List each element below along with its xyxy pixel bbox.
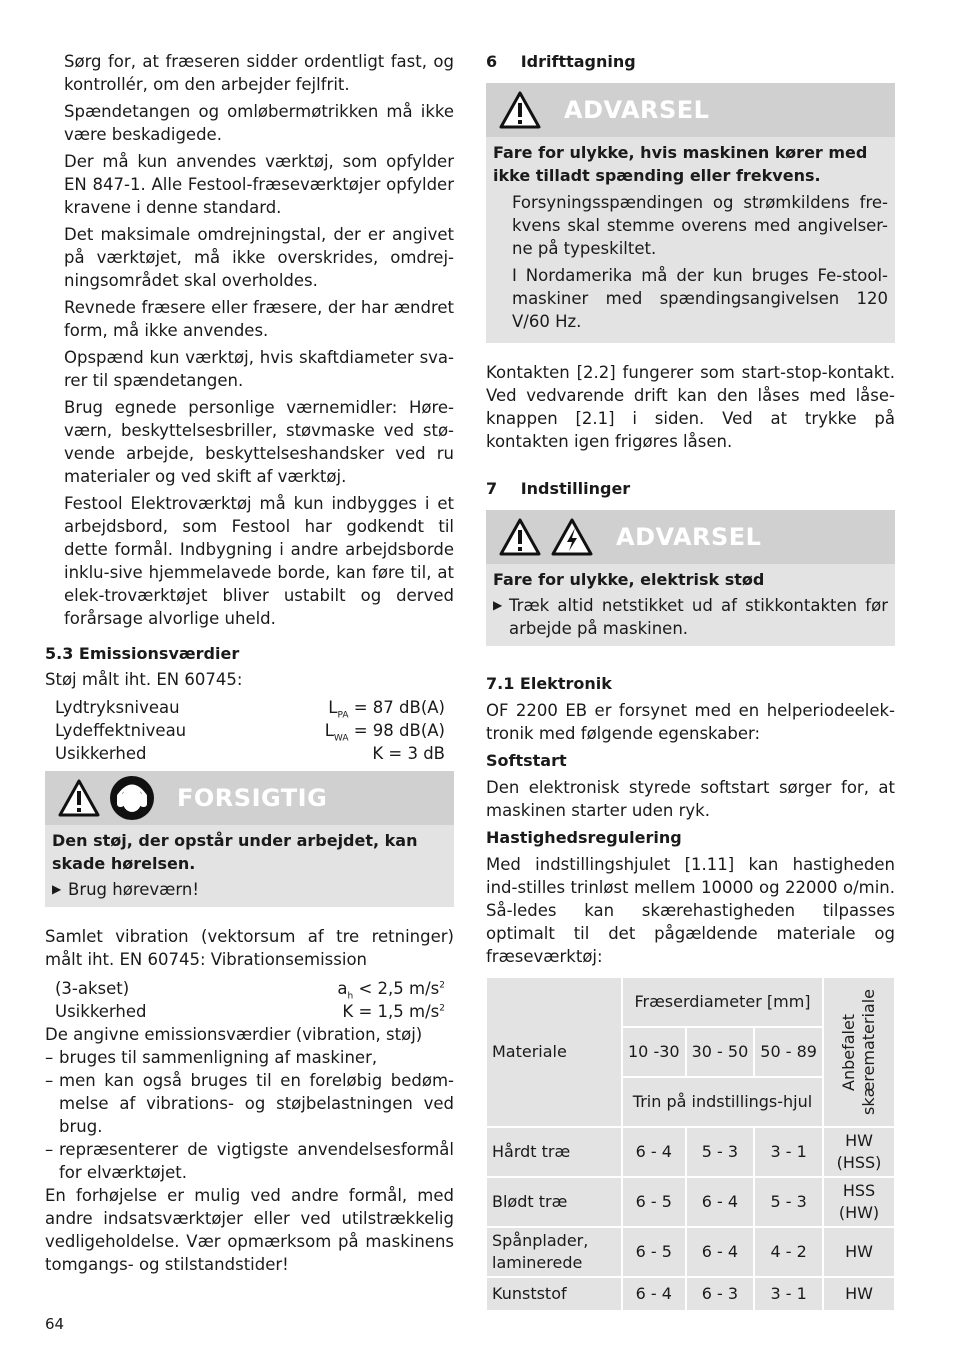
table-cell: 3 - 1: [755, 1128, 822, 1176]
warning-paragraph: Forsyningsspændingen og strømkildens fre-kvens skal stemme overens med angivelser-ne på typeskiltet.: [512, 193, 888, 258]
table-cell: Hårdt træ: [487, 1128, 621, 1176]
left-column: [45, 50, 454, 1276]
right-column: [486, 50, 895, 1312]
table-cell: 6 - 4: [623, 1128, 685, 1176]
noise-value: K = 3 dB: [372, 744, 445, 763]
header-material: Materiale: [487, 978, 621, 1126]
noise-intro: Støj målt iht. EN 60745:: [45, 670, 243, 689]
safety-paragraph: Det maksimale omdrejningstal, der er angivet på værktøjet, må ikke overskrides, omdrej-ningsområdet skal overholdes.: [64, 225, 454, 290]
bullet-arrow-icon: ▶: [493, 598, 503, 612]
dash-item: – repræsenterer de vigtigste anvendelsesformål for elværktøjet.: [45, 1140, 454, 1182]
warning-header: [486, 510, 895, 564]
hearing-protection-icon: [109, 775, 155, 821]
table-row: [487, 1278, 894, 1310]
table-cell: 6 - 5: [623, 1178, 685, 1226]
table-cell: HSS (HW): [824, 1178, 894, 1226]
table-cell: HW: [824, 1228, 894, 1276]
table-cell: 4 - 2: [755, 1228, 822, 1276]
table-cell: Blødt træ: [487, 1178, 621, 1226]
table-row: [487, 1128, 894, 1176]
softstart-heading: Softstart: [486, 751, 567, 770]
table-cell: Spånplader, laminerede: [487, 1228, 621, 1276]
safety-paragraph: Sørg for, at fræseren sidder ordentligt fast, og kontrollér, om den arbejder fejlfrit.: [64, 52, 454, 94]
speed-table: [485, 976, 896, 1312]
noise-label: Lydtryksniveau: [55, 698, 180, 717]
noise-row: [45, 696, 454, 719]
noise-values: [45, 696, 454, 765]
warning-body: [486, 564, 895, 646]
warning-title: ADVARSEL: [564, 95, 710, 124]
warning-triangle-icon: [498, 517, 542, 557]
caution-body: [45, 825, 454, 907]
table-row: [487, 1178, 894, 1226]
caution-bullet-text: Brug høreværn!: [68, 880, 199, 899]
section-heading-7: 7 Indstillinger: [486, 479, 631, 498]
safety-paragraph: Opspænd kun værktøj, hvis skaftdiameter sva-rer til spændetangen.: [64, 348, 454, 390]
speed-heading: Hastighedsregulering: [486, 828, 682, 847]
header-cutting-material: Anbefalet skæremateriale: [824, 978, 894, 1126]
warning-text: Fare for ulykke, hvis maskinen kører med ikke tilladt spænding eller frekvens.: [493, 143, 868, 185]
section-heading-7-1: 7.1 Elektronik: [486, 674, 612, 693]
table-cell: 3 - 1: [755, 1278, 822, 1310]
safety-paragraph: Festool Elektroværktøj må kun indbygges i et arbejdsbord, som Festool har godkendt til dette formål. Indbygning i andre arbejdsborde inklu-sive hjemmelavede borde, kan føre til, at elek-troværktøjet bliver ustabilt og derved forårsage alvorlige uheld.: [64, 494, 454, 628]
vibration-row: [45, 1000, 454, 1023]
warning-body: [486, 137, 895, 343]
header-diameter: Fræserdiameter [mm]: [623, 978, 822, 1026]
noise-label: Usikkerhed: [55, 744, 147, 763]
dash-item: – bruges til sammenligning af maskiner,: [45, 1048, 378, 1067]
warning-paragraph: I Nordamerika må der kun bruges Fe-stool-maskiner med spændingsangivelsen 120 V/60 Hz.: [512, 266, 888, 331]
table-header-row: [487, 978, 894, 1026]
vibration-intro: Samlet vibration (vektorsum af tre retninger) målt iht. EN 60745: Vibrationsemission: [45, 927, 454, 969]
electronics-intro: OF 2200 EB er forsynet med en helperiodeelek-tronik med følgende egenskaber:: [486, 701, 895, 743]
caution-text: Den støj, der opstår under arbejdet, kan skade hørelsen.: [52, 831, 418, 873]
warning-triangle-icon: [498, 90, 542, 130]
noise-row: [45, 742, 454, 765]
caution-header: [45, 771, 454, 825]
noise-label: Lydeffektniveau: [55, 721, 187, 740]
emission-text: De angivne emissionsværdier (vibration, støj): [45, 1025, 423, 1044]
safety-paragraph: Brug egnede personlige værnemidler: Høre-værn, beskyttelsesbriller, støvmaske ved stø-vende arbejde, beskyttelseshandsker ved ru materialer og ved skift af værktøj.: [64, 398, 454, 486]
table-cell: 6 - 3: [687, 1278, 754, 1310]
noise-value: $L_{PA} = 87$ dB(A): [328, 698, 445, 721]
safety-paragraph: Spændetangen og omløbermøtrikken må ikke være beskadigede.: [64, 102, 454, 144]
safety-paragraph: Revnede fræsere eller fræsere, der har ændret form, må ikke anvendes.: [64, 298, 454, 340]
safety-paragraph: Der må kun anvendes værktøj, som opfylder EN 847-1. Alle Festool-fræseværktøjer opfylder kravene i denne standard.: [64, 152, 454, 217]
warning-box-electric: [486, 510, 895, 646]
section-heading-5-3: 5.3 Emissionsværdier: [45, 644, 240, 663]
vibration-label: Usikkerhed: [55, 1002, 147, 1021]
table-cell: Kunststof: [487, 1278, 621, 1310]
warning-box-voltage: [486, 83, 895, 343]
vibration-value: K = 1,5 $m/s^2$: [342, 1002, 445, 1021]
header-range: 10 -30: [623, 1028, 685, 1076]
bullet-arrow-icon: ▶: [52, 882, 62, 896]
warning-title: ADVARSEL: [616, 522, 762, 551]
caution-title: FORSIGTIG: [177, 783, 328, 812]
vibration-label: (3-akset): [55, 979, 130, 998]
vibration-values: [45, 977, 454, 1023]
header-range: 50 - 89: [755, 1028, 822, 1076]
table-cell: 6 - 4: [687, 1178, 754, 1226]
section-heading-6: 6 Idrifttagning: [486, 52, 636, 71]
softstart-text: Den elektronisk styrede softstart sørger for, at maskinen starter uden ryk.: [486, 778, 895, 820]
table-cell: 5 - 3: [755, 1178, 822, 1226]
header-range: 30 - 50: [687, 1028, 754, 1076]
table-cell: 5 - 3: [687, 1128, 754, 1176]
table-cell: HW: [824, 1278, 894, 1310]
switch-text: Kontakten [2.2] fungerer som start-stop-kontakt. Ved vedvarende drift kan den låses med låse-knappen [2.1] i siden. Ved at trykke på kontakten igen frigøres låsen.: [486, 363, 895, 451]
noise-value: $L_{WA} = 98$ dB(A): [324, 721, 445, 744]
page-number: 64: [45, 1315, 65, 1333]
warning-triangle-icon: [57, 778, 101, 818]
warning-bullet: [493, 594, 888, 640]
table-cell: 6 - 4: [623, 1278, 685, 1310]
dash-item: – men kan også bruges til en foreløbig bedøm-melse af vibrations- og støjbelastningen ved brug.: [45, 1071, 454, 1136]
table-cell: HW (HSS): [824, 1128, 894, 1176]
electric-shock-icon: [550, 517, 594, 557]
warning-bullet-text: Træk altid netstikket ud af stikkontakten før arbejde på maskinen.: [509, 596, 888, 638]
table-cell: 6 - 5: [623, 1228, 685, 1276]
emission-note: En forhøjelse er mulig ved andre formål, med andre indsatsværktøjer eller ved utilstrækkelig vedligeholdelse. Vær opmærksom på maskinens tomgangs- og stilstandstider!: [45, 1186, 454, 1274]
vibration-row: [45, 977, 454, 1000]
vibration-value: $a_h < 2,5$ $m/s^2$: [337, 979, 445, 1002]
noise-row: [45, 719, 454, 742]
caution-bullet: [52, 878, 447, 901]
warning-header: [486, 83, 895, 137]
speed-text: Med indstillingshjulet [1.11] kan hastigheden ind-stilles trinløst mellem 10000 og 22000 o/min. Så-ledes kan skærehastigheden tilpasses optimalt til det pågældende materiale og fræseværktøj:: [486, 855, 895, 966]
caution-box: [45, 771, 454, 907]
warning-text: Fare for ulykke, elektrisk stød: [493, 570, 765, 589]
header-trin: Trin på indstillings-hjul: [623, 1078, 822, 1126]
table-row: [487, 1228, 894, 1276]
table-cell: 6 - 4: [687, 1228, 754, 1276]
